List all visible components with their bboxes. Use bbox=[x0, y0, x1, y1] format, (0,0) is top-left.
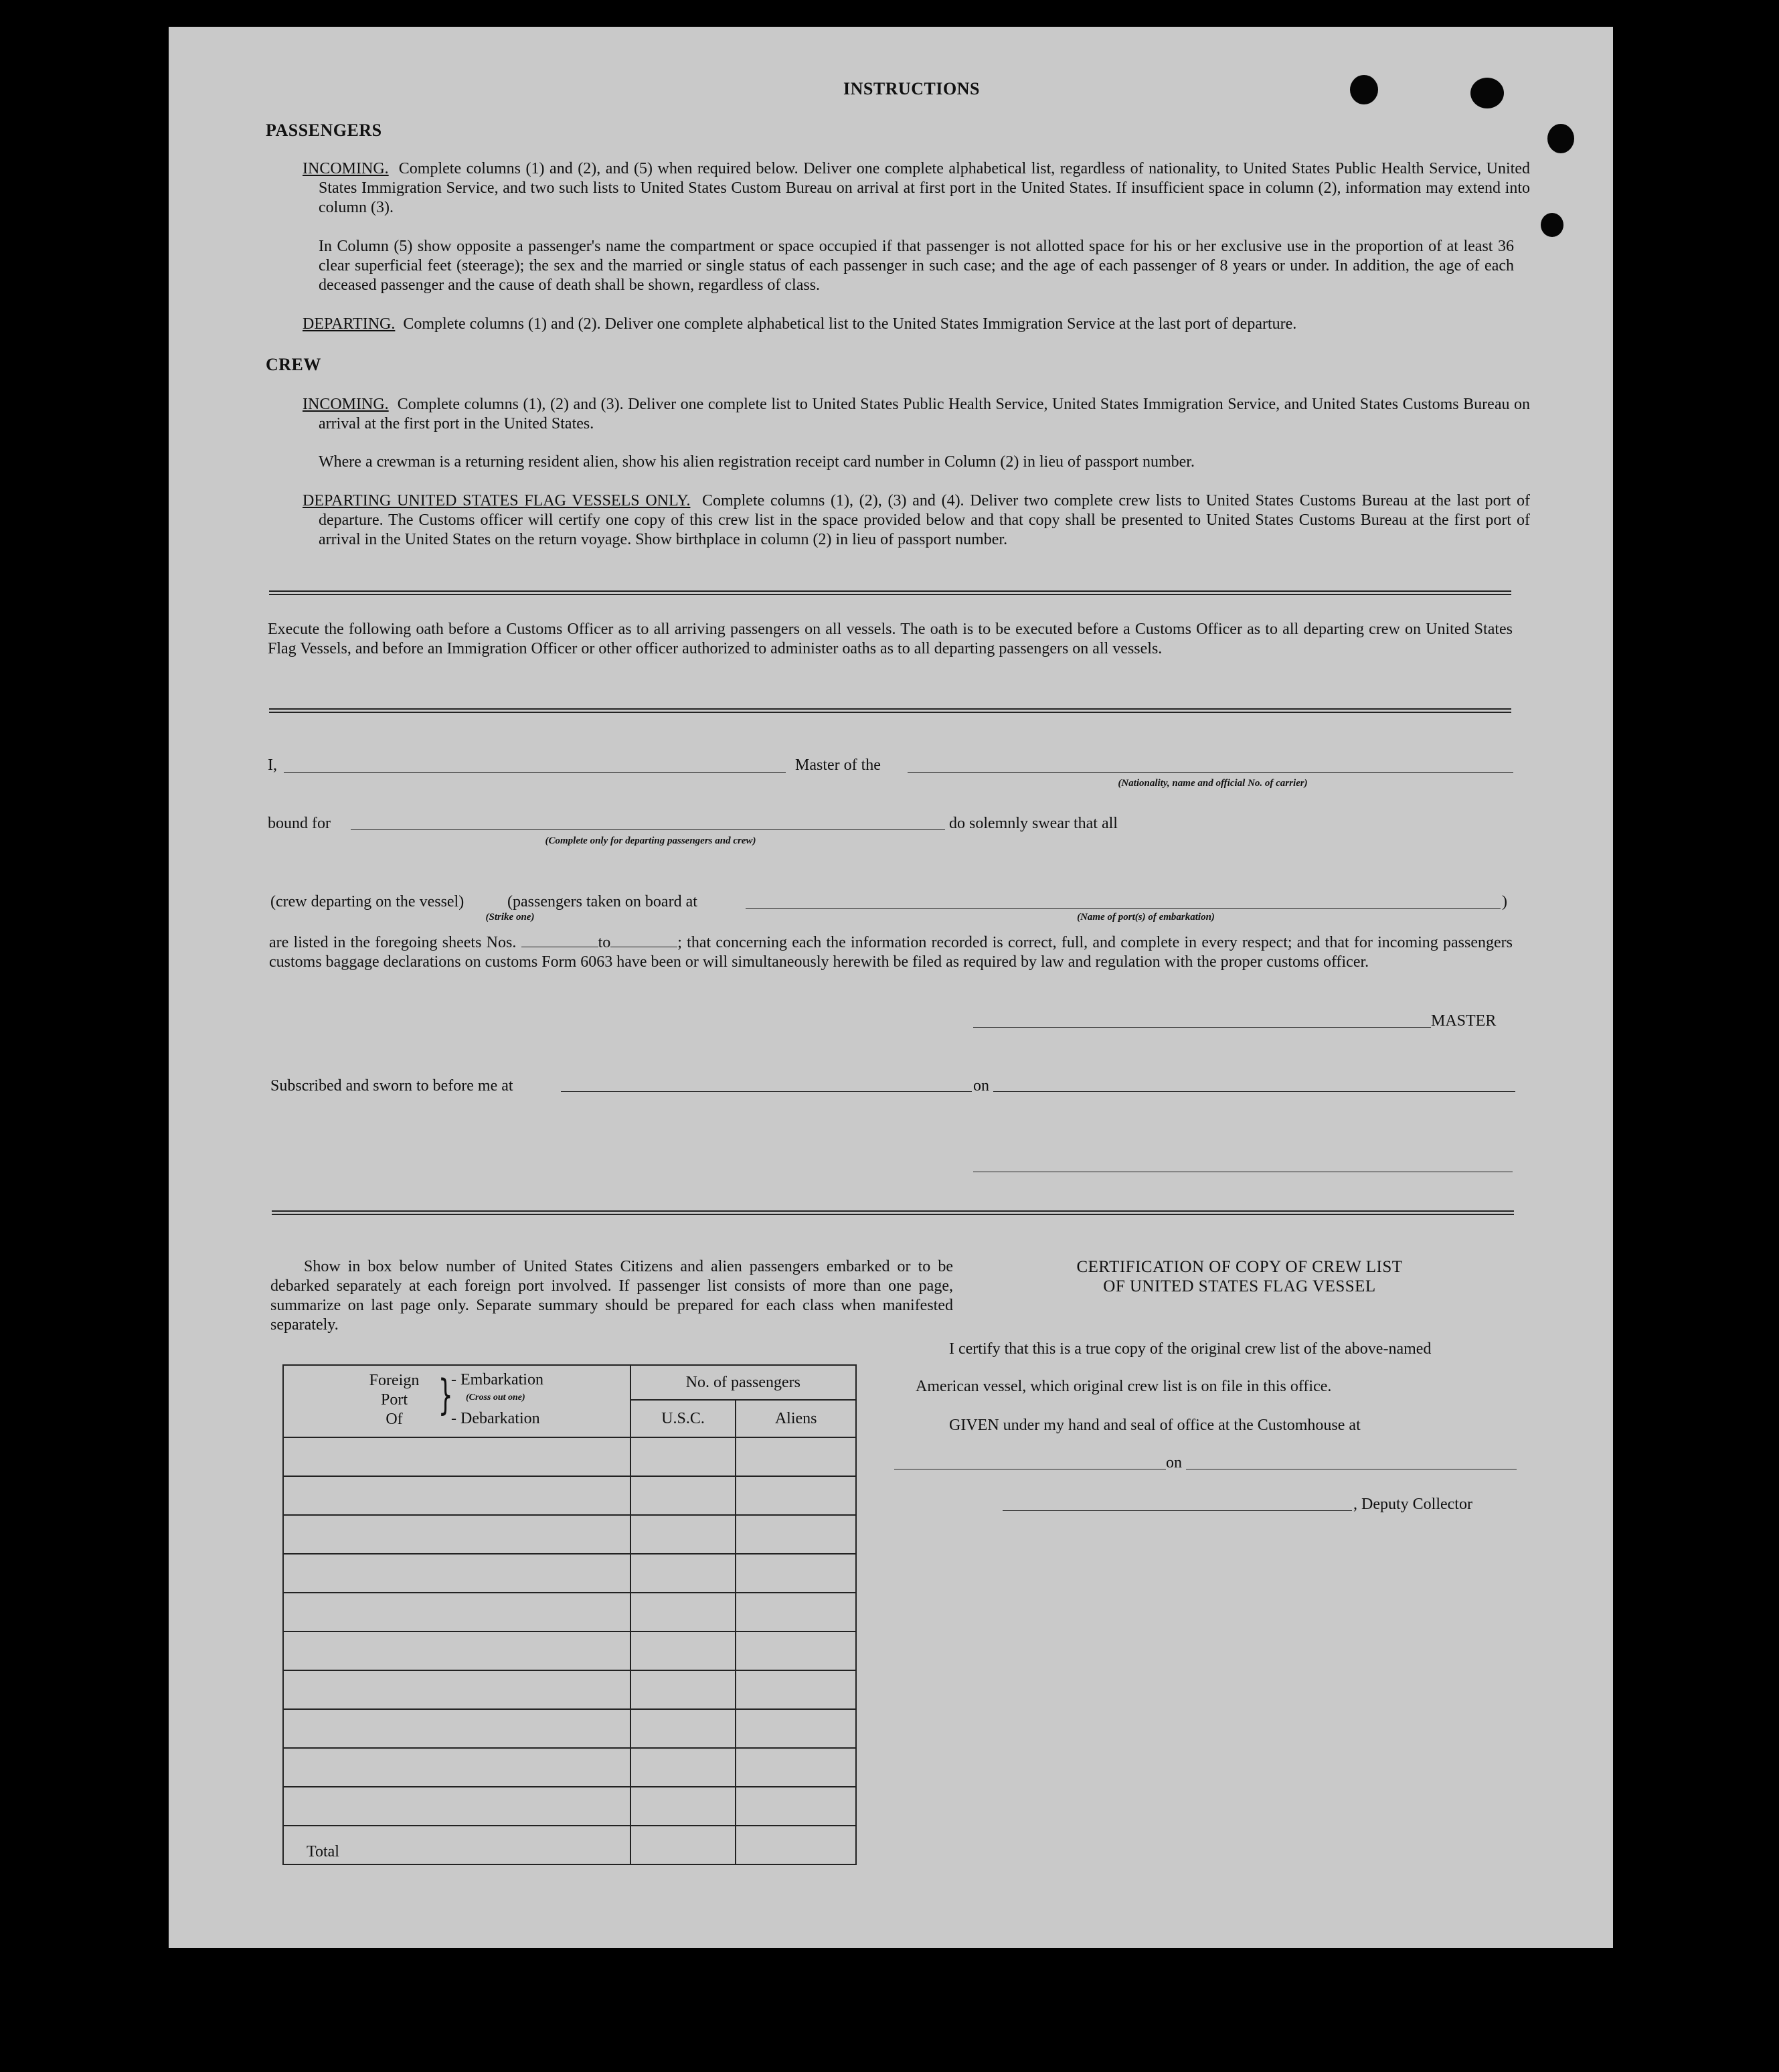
departing-text: Complete columns (1) and (2). Deliver one complete alphabetical list to the United States Immigration Service at the last port of departure. bbox=[403, 315, 1297, 333]
usc-cell[interactable] bbox=[630, 1748, 736, 1787]
aliens-cell[interactable] bbox=[736, 1748, 856, 1787]
close-paren: ) bbox=[1502, 893, 1507, 910]
aliens-cell[interactable] bbox=[736, 1709, 856, 1748]
aliens-cell[interactable] bbox=[736, 1787, 856, 1826]
port-label: Port bbox=[380, 1391, 408, 1409]
form-page bbox=[169, 27, 1613, 1948]
oath-intro: Execute the following oath before a Customs Officer as to all arriving passengers on all vessels. The oath is to be executed before a Customs Officer as to all departing crew on United States Flag Vessels, and before an Immigration Officer or other officer authorized to administer oaths as to all departing passengers on all vessels. bbox=[268, 621, 1513, 657]
certify-line1: I certify that this is a true copy of the original crew list of the above-named bbox=[949, 1340, 1432, 1358]
master-of-the-label: Master of the bbox=[795, 756, 881, 774]
usc-cell[interactable] bbox=[630, 1670, 736, 1709]
total-text: Total bbox=[307, 1843, 339, 1860]
certification-title bbox=[985, 1257, 1494, 1296]
brace-icon: } bbox=[438, 1370, 453, 1419]
certify-line2: American vessel, which original crew list is on file in this office. bbox=[916, 1378, 1332, 1395]
usc-header: U.S.C. bbox=[630, 1400, 736, 1437]
sworn-on-label: on bbox=[973, 1077, 989, 1095]
usc-cell[interactable] bbox=[630, 1593, 736, 1631]
port-cell[interactable] bbox=[283, 1787, 630, 1826]
aliens-cell[interactable] bbox=[736, 1631, 856, 1670]
deputy-signature-field[interactable] bbox=[1003, 1510, 1352, 1511]
embarkation-label: - Embarkation bbox=[451, 1371, 543, 1388]
strike-one-caption: (Strike one) bbox=[485, 912, 535, 923]
aliens-cell[interactable] bbox=[736, 1515, 856, 1554]
crew-resident: Where a crewman is a returning resident alien, show his alien registration receipt card number in Column (2) in lieu of passport number. bbox=[319, 453, 1195, 471]
bound-for-field[interactable] bbox=[351, 829, 945, 830]
port-header-labels bbox=[357, 1371, 431, 1429]
certification-title-line2: OF UNITED STATES FLAG VESSEL bbox=[1103, 1277, 1376, 1295]
sworn-place-field[interactable] bbox=[561, 1091, 972, 1092]
listed-paragraph bbox=[269, 933, 1513, 972]
port-cell[interactable] bbox=[283, 1670, 630, 1709]
nationality-caption: (Nationality, name and official No. of carrier) bbox=[1118, 778, 1308, 789]
cert-on-label: on bbox=[1166, 1454, 1182, 1471]
usc-cell[interactable] bbox=[630, 1787, 736, 1826]
to-label: to bbox=[598, 934, 611, 951]
port-cell[interactable] bbox=[283, 1748, 630, 1787]
usc-cell[interactable] bbox=[630, 1437, 736, 1476]
incoming-text: Complete columns (1) and (2), and (5) when required below. Deliver one complete alphabetical list, regardless of nationality, to United States Public Health Service, United States Immigration Service, and two such lists to United States Custom Bureau on arrival at first port in the United States. If insufficient space in column (2), information may extend into column (3). bbox=[319, 160, 1531, 216]
certification-title-line1: CERTIFICATION OF COPY OF CREW LIST bbox=[1076, 1258, 1403, 1276]
master-name-field[interactable] bbox=[284, 772, 786, 773]
punch-hole bbox=[1350, 75, 1378, 104]
port-cell[interactable] bbox=[283, 1476, 630, 1515]
bound-for-caption: (Complete only for departing passengers and crew) bbox=[545, 835, 756, 846]
passenger-summary-table bbox=[282, 1364, 857, 1865]
sheet-from-field[interactable] bbox=[521, 935, 598, 947]
incoming-label: INCOMING. bbox=[303, 160, 389, 177]
crew-departing-text: Complete columns (1), (2), (3) and (4). Deliver two complete crew lists to United States Customs Bureau at the last port of departure. The Customs officer will certify one copy of this crew list in the space provided below and that copy shall be presented to United States Customs Bureau at the first port of arrival in the United States on the return voyage. Show birthplace in column (2) in lieu of passport number. bbox=[319, 492, 1530, 548]
port-cell[interactable] bbox=[283, 1709, 630, 1748]
aliens-cell[interactable] bbox=[736, 1670, 856, 1709]
ports-field[interactable] bbox=[746, 908, 1501, 909]
usc-cell[interactable] bbox=[630, 1631, 736, 1670]
port-cell[interactable] bbox=[283, 1554, 630, 1593]
usc-cell[interactable] bbox=[630, 1554, 736, 1593]
bound-for-label: bound for bbox=[268, 815, 331, 832]
aliens-cell[interactable] bbox=[736, 1437, 856, 1476]
crew-incoming bbox=[303, 395, 1530, 434]
given-line: GIVEN under my hand and seal of office at the Customhouse at bbox=[949, 1417, 1361, 1434]
divider bbox=[272, 1210, 1514, 1215]
master-label: MASTER bbox=[1431, 1012, 1497, 1030]
usc-cell[interactable] bbox=[630, 1515, 736, 1554]
oath-i-label: I, bbox=[268, 756, 277, 774]
subscribed-label: Subscribed and sworn to before me at bbox=[270, 1077, 513, 1095]
sheet-to-field[interactable] bbox=[610, 935, 677, 947]
crew-departing-option: (crew departing on the vessel) bbox=[270, 893, 464, 910]
cross-out-caption: (Cross out one) bbox=[466, 1392, 525, 1403]
crew-departing bbox=[303, 491, 1530, 550]
master-signature-field[interactable] bbox=[973, 1027, 1431, 1028]
passengers-taken-option: (passengers taken on board at bbox=[507, 893, 697, 910]
crew-incoming-text: Complete columns (1), (2) and (3). Deliver one complete list to United States Public Health Service, United States Immigration Service, and United States Customs Bureau on arrival at the first port in the United States. bbox=[319, 396, 1530, 432]
foreign-label: Foreign bbox=[369, 1372, 420, 1389]
aliens-header: Aliens bbox=[736, 1400, 856, 1437]
aliens-cell[interactable] bbox=[736, 1593, 856, 1631]
total-aliens-cell[interactable] bbox=[736, 1826, 856, 1864]
summary-intro: Show in box below number of United States Citizens and alien passengers embarked or to be debarked separately at each foreign port involved. If passenger list consists of more than one page, summarize on last page only. Separate summary should be prepared for each class when manifested separately. bbox=[270, 1258, 953, 1334]
of-label: Of bbox=[386, 1411, 403, 1428]
port-cell[interactable] bbox=[283, 1593, 630, 1631]
punch-hole bbox=[1470, 78, 1504, 108]
crew-departing-label: DEPARTING UNITED STATES FLAG VESSELS ONLY. bbox=[303, 492, 691, 509]
port-cell[interactable] bbox=[283, 1515, 630, 1554]
punch-hole bbox=[1541, 213, 1563, 237]
sworn-date-field[interactable] bbox=[993, 1091, 1515, 1092]
total-usc-cell[interactable] bbox=[630, 1826, 736, 1864]
departing-label: DEPARTING. bbox=[303, 315, 396, 333]
aliens-cell[interactable] bbox=[736, 1476, 856, 1515]
debarkation-label: - Debarkation bbox=[451, 1410, 540, 1427]
listed-prefix: are listed in the foregoing sheets Nos. bbox=[269, 934, 517, 951]
swear-label: do solemnly swear that all bbox=[949, 815, 1118, 832]
port-cell[interactable] bbox=[283, 1437, 630, 1476]
port-header-cell bbox=[283, 1365, 630, 1437]
passengers-departing bbox=[303, 315, 1514, 334]
ports-caption: (Name of port(s) of embarkation) bbox=[1077, 912, 1215, 923]
punch-hole bbox=[1547, 124, 1574, 153]
port-cell[interactable] bbox=[283, 1631, 630, 1670]
usc-cell[interactable] bbox=[630, 1476, 736, 1515]
deputy-collector-label: , Deputy Collector bbox=[1353, 1496, 1472, 1513]
divider bbox=[269, 590, 1511, 595]
no-passengers-header: No. of passengers bbox=[630, 1365, 856, 1400]
passengers-incoming bbox=[303, 159, 1530, 218]
carrier-field[interactable] bbox=[908, 772, 1513, 773]
passengers-column5: In Column (5) show opposite a passenger's name the compartment or space occupied if that passenger is not allotted space for his or her exclusive use in the proportion of at least 36 clear superficial feet (steerage); the sex and the married or single status of each passenger in such case; and the age of each passenger of 8 years or under. In addition, the age of each deceased passenger and the cause of death shall be shown, regardless of class. bbox=[319, 238, 1514, 294]
passengers-heading: PASSENGERS bbox=[266, 121, 382, 140]
divider bbox=[269, 708, 1511, 713]
total-label bbox=[283, 1826, 630, 1864]
usc-cell[interactable] bbox=[630, 1709, 736, 1748]
crew-incoming-label: INCOMING. bbox=[303, 396, 389, 413]
instructions-title: INSTRUCTIONS bbox=[843, 79, 980, 98]
listed-suffix: ; that concerning each the information recorded is correct, full, and complete in every respect; and that for incoming passengers customs baggage declarations on customs Form 6063 have been or will simultaneously herewith be filed as required by law and regulation with the proper customs officer. bbox=[269, 934, 1513, 971]
crew-heading: CREW bbox=[266, 355, 321, 374]
aliens-cell[interactable] bbox=[736, 1554, 856, 1593]
